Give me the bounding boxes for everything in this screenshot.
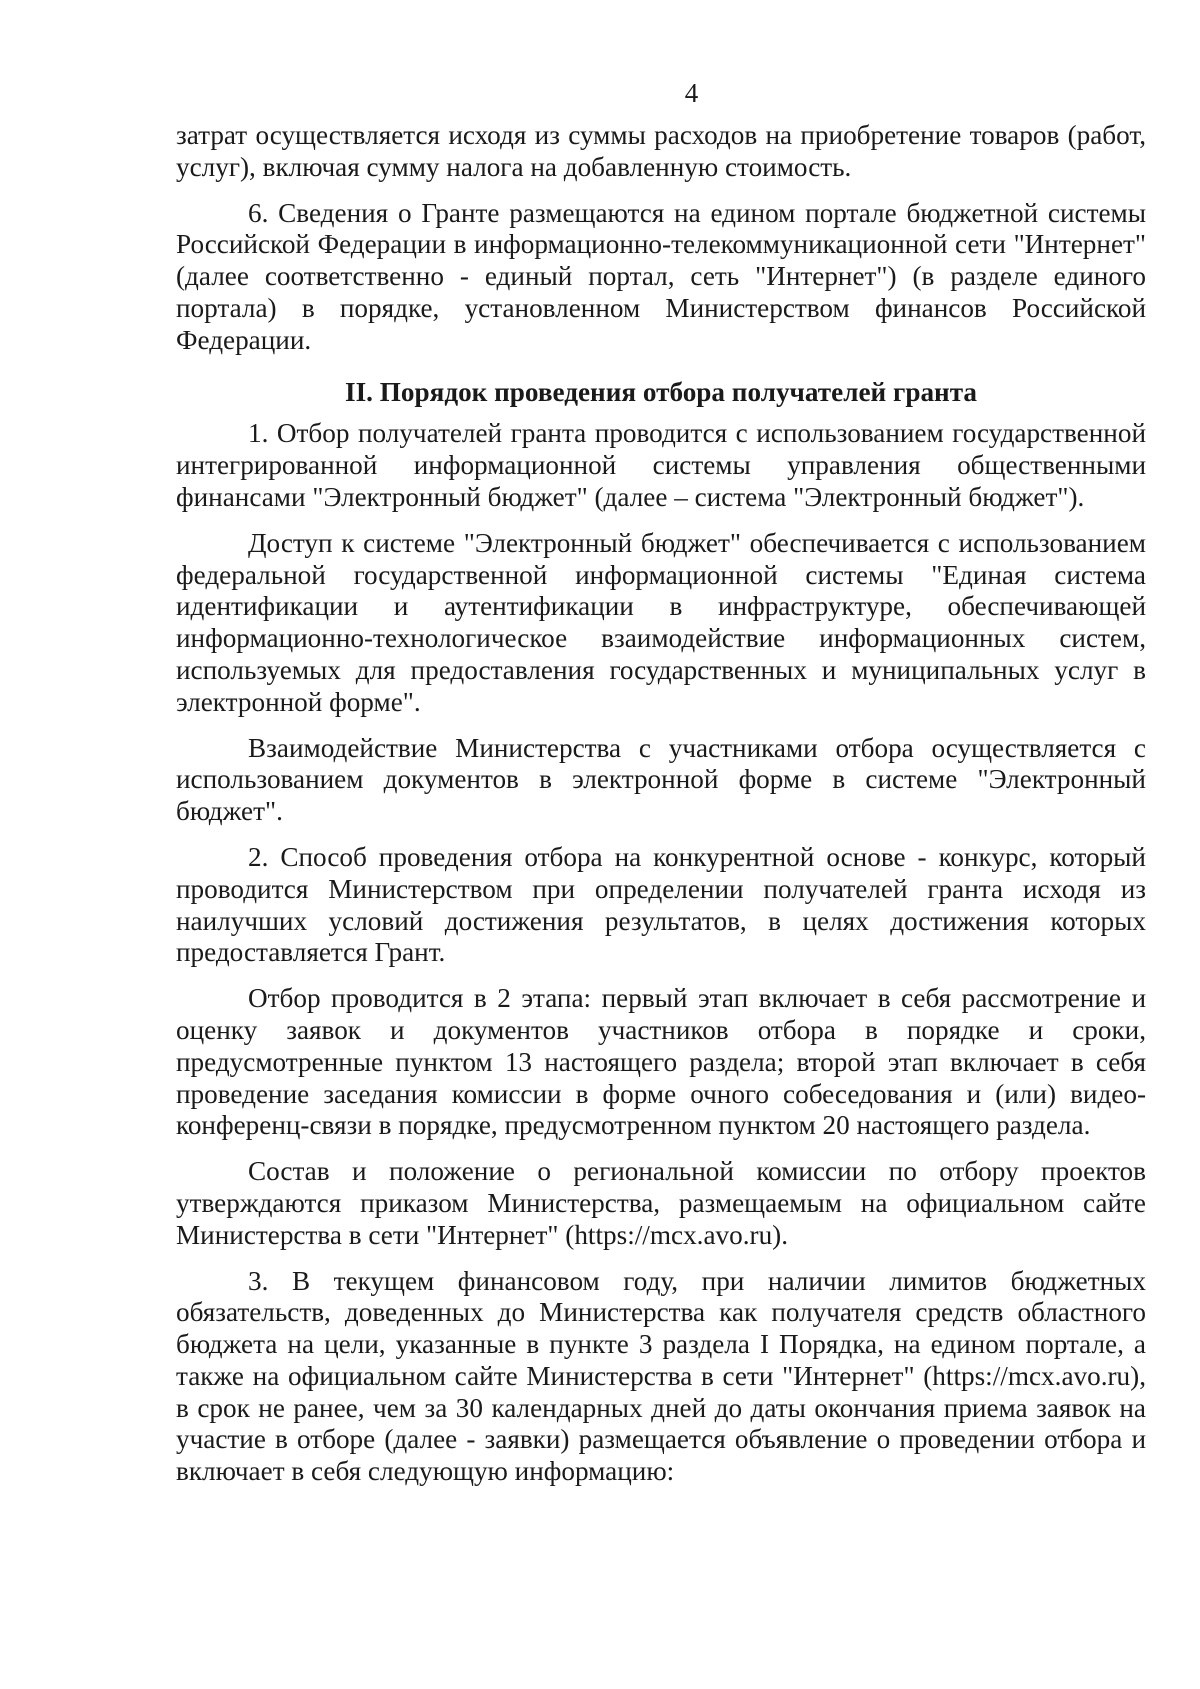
paragraph-continuation: затрат осуществляется исходя из суммы расходов на приобретение товаров (работ, услуг), включая сумму налога на добавленную стоимость. [176, 120, 1146, 182]
paragraph-item-1: 1. Отбор получателей гранта проводится с использованием государственной интегрированной информационной системы управления общественными финансами "Электронный бюджет" (далее – система "Электронный бюджет"). [176, 418, 1146, 512]
paragraph-item-3: 3. В текущем финансовом году, при наличии лимитов бюджетных обязательств, доведенных до Министерства как получателя средств областного бюджета на цели, указанные в пункте 3 раздела I Порядка, на едином портале, а также на официальном сайте Министерства в сети "Интернет" (https://mcx.avo.ru), в срок не ранее, чем за 30 календарных дней до даты окончания приема заявок на участие в отборе (далее - заявки) размещается объявление о проведении отбора и включает в себя следующую информацию: [176, 1265, 1146, 1487]
paragraph-item-6: 6. Сведения о Гранте размещаются на едином портале бюджетной системы Российской Федерации в информационно-телекоммуникационной сети "Интернет" (далее соответственно - единый портал, сеть "Интернет") (в разделе единого портала) в порядке, установленном Министерством финансов Российской Федерации. [176, 197, 1146, 355]
paragraph-access: Доступ к системе "Электронный бюджет" обеспечивается с использованием федеральной государственной информационной системы "Единая система идентификации и аутентификации в инфраструктуре, обеспечивающей информационно-технологическое взаимодействие информационных систем, используемых для предоставления государственных и муниципальных услуг в электронной форме". [176, 527, 1146, 717]
paragraph-stages: Отбор проводится в 2 этапа: первый этап включает в себя рассмотрение и оценку заявок и документов участников отбора в порядке и сроки, предусмотренные пунктом 13 настоящего раздела; второй этап включает в себя проведение заседания комиссии в форме очного собеседования и (или) видео-конференц-связи в порядке, предусмотренном пунктом 20 настоящего раздела. [176, 983, 1146, 1141]
paragraph-commission: Состав и положение о региональной комиссии по отбору проектов утверждаются приказом Министерства, размещаемым на официальном сайте Министерства в сети "Интернет" (https://mcx.avo.ru). [176, 1156, 1146, 1250]
page-number: 4 [684, 78, 699, 108]
document-body [176, 120, 1146, 1502]
section-heading: II. Порядок проведения отбора получателей гранта [345, 376, 977, 407]
paragraph-interaction: Взаимодействие Министерства с участниками отбора осуществляется с использованием документов в электронной форме в системе "Электронный бюджет". [176, 732, 1146, 827]
paragraph-item-2: 2. Способ проведения отбора на конкурентной основе - конкурс, который проводится Министерством при определении получателей гранта исходя из наилучших условий достижения результатов, в целях достижения которых предоставляется Грант. [176, 841, 1146, 968]
